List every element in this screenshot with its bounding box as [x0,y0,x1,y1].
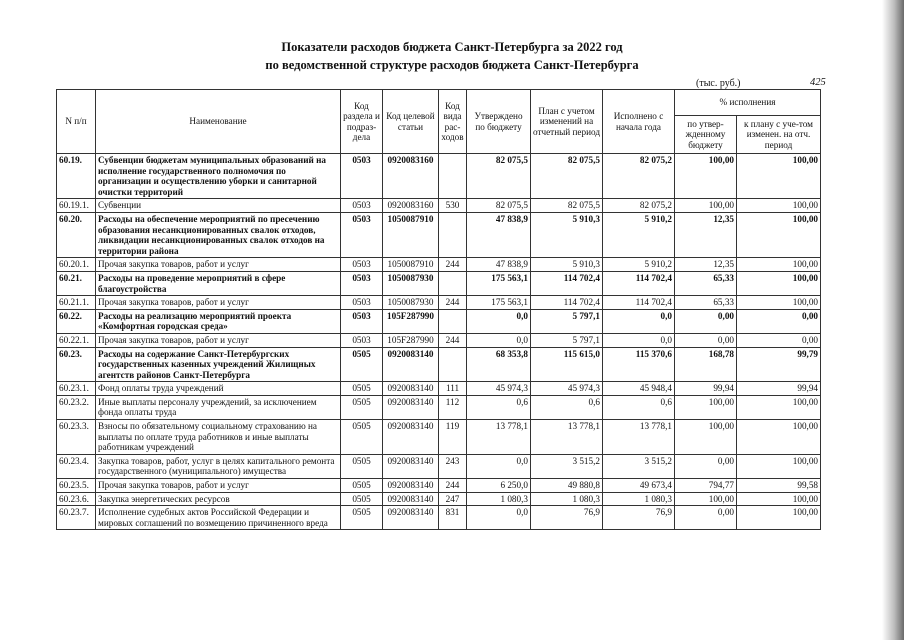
row-plan: 13 778,1 [531,420,603,455]
row-plan: 5 910,3 [531,258,603,272]
table-row [57,333,821,347]
row-article-code: 0920083160 [383,154,439,199]
row-pct-approved: 0,00 [675,309,737,333]
row-article-code: 1050087910 [383,258,439,272]
row-type-code: 244 [439,296,467,310]
row-executed: 82 075,2 [603,199,675,213]
row-number: 60.19.1. [57,199,96,213]
row-executed: 3 515,2 [603,454,675,478]
row-executed: 5 910,2 [603,258,675,272]
row-number: 60.22.1. [57,333,96,347]
row-pct-approved: 65,33 [675,296,737,310]
table-row [57,382,821,396]
row-plan: 0,6 [531,395,603,419]
table-row [57,154,821,199]
table-row [57,271,821,295]
row-section-code: 0505 [341,506,383,530]
table-body [57,154,821,530]
row-pct-plan: 100,00 [737,395,821,419]
row-number: 60.20. [57,212,96,257]
row-approved: 6 250,0 [467,479,531,493]
row-section-code: 0503 [341,154,383,199]
row-type-code: 243 [439,454,467,478]
row-approved: 0,0 [467,333,531,347]
row-number: 60.23.3. [57,420,96,455]
row-article-code: 0920083140 [383,479,439,493]
row-number: 60.23.5. [57,479,96,493]
table-row [57,479,821,493]
row-pct-plan: 100,00 [737,420,821,455]
table-row [57,258,821,272]
row-type-code: 119 [439,420,467,455]
table-row [57,347,821,382]
row-executed: 114 702,4 [603,296,675,310]
row-executed: 114 702,4 [603,271,675,295]
row-section-code: 0505 [341,347,383,382]
row-pct-approved: 12,35 [675,258,737,272]
row-name: Расходы на обеспечение мероприятий по пресечению образования несанкционированных свалок отходов, ликвидации несанкционированных свалок отходов на территории района [96,212,341,257]
row-executed: 1 080,3 [603,492,675,506]
row-plan: 45 974,3 [531,382,603,396]
table-row [57,309,821,333]
header-plan: План с учетом изменений на отчетный период [531,90,603,154]
row-article-code: 0920083140 [383,395,439,419]
row-article-code: 105F287990 [383,309,439,333]
report-title-line-1: Показатели расходов бюджета Санкт-Петербурга за 2022 год [281,40,623,54]
row-section-code: 0503 [341,271,383,295]
row-plan: 1 080,3 [531,492,603,506]
row-pct-approved: 0,00 [675,506,737,530]
row-executed: 13 778,1 [603,420,675,455]
row-plan: 115 615,0 [531,347,603,382]
row-executed: 76,9 [603,506,675,530]
row-article-code: 1050087910 [383,212,439,257]
row-name: Прочая закупка товаров, работ и услуг [96,258,341,272]
header-pct-plan: к плану с уче-том изменен. на отч. период [737,116,821,154]
row-executed: 49 673,4 [603,479,675,493]
row-number: 60.21. [57,271,96,295]
row-pct-plan: 99,79 [737,347,821,382]
row-pct-plan: 100,00 [737,154,821,199]
row-number: 60.21.1. [57,296,96,310]
row-name: Расходы на содержание Санкт-Петербургских государственных казенных учреждений Жилищных агентств районов Санкт-Петербурга [96,347,341,382]
row-pct-approved: 0,00 [675,333,737,347]
row-name: Субвенции бюджетам муниципальных образований на исполнение государственного полномочия по организации и осуществлению уборки и санитарной очистки территорий [96,154,341,199]
row-section-code: 0503 [341,212,383,257]
row-plan: 114 702,4 [531,296,603,310]
row-type-code: 112 [439,395,467,419]
row-type-code: 244 [439,479,467,493]
row-executed: 0,6 [603,395,675,419]
table-row [57,395,821,419]
row-pct-plan: 100,00 [737,258,821,272]
row-type-code [439,271,467,295]
row-plan: 76,9 [531,506,603,530]
row-section-code: 0505 [341,492,383,506]
row-executed: 5 910,2 [603,212,675,257]
row-article-code: 0920083140 [383,506,439,530]
row-type-code [439,154,467,199]
row-plan: 49 880,8 [531,479,603,493]
row-article-code: 0920083140 [383,454,439,478]
row-name: Закупка товаров, работ, услуг в целях капитального ремонта государственного (муниципального) имущества [96,454,341,478]
row-pct-approved: 0,00 [675,454,737,478]
row-approved: 175 563,1 [467,296,531,310]
row-pct-approved: 100,00 [675,420,737,455]
row-pct-approved: 99,94 [675,382,737,396]
row-name: Прочая закупка товаров, работ и услуг [96,296,341,310]
row-number: 60.23.1. [57,382,96,396]
row-name: Исполнение судебных актов Российской Федерации и мировых соглашений по возмещению причиненного вреда [96,506,341,530]
row-pct-plan: 99,58 [737,479,821,493]
row-number: 60.20.1. [57,258,96,272]
row-type-code: 244 [439,258,467,272]
page-number: 425 [810,77,826,88]
header-num: N п/п [57,90,96,154]
row-approved: 82 075,5 [467,154,531,199]
row-plan: 82 075,5 [531,199,603,213]
row-approved: 47 838,9 [467,212,531,257]
units-label: (тыс. руб.) [696,78,741,89]
row-section-code: 0503 [341,333,383,347]
row-name: Прочая закупка товаров, работ и услуг [96,479,341,493]
row-pct-plan: 100,00 [737,492,821,506]
row-pct-plan: 100,00 [737,271,821,295]
row-type-code: 244 [439,333,467,347]
row-number: 60.23. [57,347,96,382]
row-number: 60.23.4. [57,454,96,478]
header-name: Наименование [96,90,341,154]
row-name: Субвенции [96,199,341,213]
row-pct-approved: 100,00 [675,492,737,506]
row-approved: 47 838,9 [467,258,531,272]
row-type-code: 530 [439,199,467,213]
row-name: Фонд оплаты труда учреждений [96,382,341,396]
header-article: Код целевой статьи [383,90,439,154]
row-article-code: 0920083160 [383,199,439,213]
row-pct-plan: 0,00 [737,309,821,333]
row-approved: 45 974,3 [467,382,531,396]
row-section-code: 0503 [341,296,383,310]
row-pct-plan: 0,00 [737,333,821,347]
row-section-code: 0505 [341,382,383,396]
row-pct-plan: 100,00 [737,212,821,257]
row-pct-approved: 794,77 [675,479,737,493]
row-type-code [439,212,467,257]
row-pct-plan: 100,00 [737,296,821,310]
row-plan: 5 797,1 [531,309,603,333]
row-number: 60.23.2. [57,395,96,419]
row-approved: 0,0 [467,506,531,530]
header-approved: Утверждено по бюджету [467,90,531,154]
row-approved: 0,0 [467,309,531,333]
row-article-code: 0920083140 [383,492,439,506]
report-title-line-2: по ведомственной структуре расходов бюджета Санкт-Петербурга [265,58,639,72]
row-type-code: 247 [439,492,467,506]
table-row [57,420,821,455]
row-executed: 45 948,4 [603,382,675,396]
row-article-code: 0920083140 [383,347,439,382]
row-name: Расходы на проведение мероприятий в сфере благоустройства [96,271,341,295]
row-plan: 82 075,5 [531,154,603,199]
row-approved: 82 075,5 [467,199,531,213]
row-name: Взносы по обязательному социальному страхованию на выплаты по оплате труда работников и иные выплаты работникам учреждений [96,420,341,455]
row-pct-approved: 100,00 [675,395,737,419]
row-executed: 82 075,2 [603,154,675,199]
row-pct-approved: 100,00 [675,199,737,213]
row-pct-plan: 100,00 [737,454,821,478]
row-section-code: 0503 [341,258,383,272]
row-section-code: 0505 [341,454,383,478]
row-plan: 5 910,3 [531,212,603,257]
row-name: Иные выплаты персоналу учреждений, за исключением фонда оплаты труда [96,395,341,419]
table-row [57,454,821,478]
row-type-code: 111 [439,382,467,396]
header-percent-group: % исполнения [675,90,821,116]
row-executed: 0,0 [603,333,675,347]
row-approved: 68 353,8 [467,347,531,382]
row-section-code: 0503 [341,309,383,333]
row-article-code: 0920083140 [383,420,439,455]
row-approved: 13 778,1 [467,420,531,455]
row-number: 60.23.7. [57,506,96,530]
row-approved: 0,6 [467,395,531,419]
table-row [57,492,821,506]
row-name: Закупка энергетических ресурсов [96,492,341,506]
row-pct-approved: 100,00 [675,154,737,199]
row-approved: 1 080,3 [467,492,531,506]
row-approved: 0,0 [467,454,531,478]
row-pct-approved: 168,78 [675,347,737,382]
scan-edge-shadow [882,0,904,640]
table-row [57,212,821,257]
row-section-code: 0505 [341,395,383,419]
header-pct-approved: по утвер-жденному бюджету [675,116,737,154]
row-pct-approved: 65,33 [675,271,737,295]
row-type-code [439,309,467,333]
row-type-code: 831 [439,506,467,530]
header-type: Код вида рас-ходов [439,90,467,154]
row-pct-plan: 100,00 [737,199,821,213]
row-section-code: 0505 [341,420,383,455]
row-plan: 5 797,1 [531,333,603,347]
row-approved: 175 563,1 [467,271,531,295]
table-row [57,506,821,530]
row-number: 60.22. [57,309,96,333]
row-name: Прочая закупка товаров, работ и услуг [96,333,341,347]
row-pct-approved: 12,35 [675,212,737,257]
row-article-code: 1050087930 [383,271,439,295]
table-row [57,199,821,213]
header-executed: Исполнено с начала года [603,90,675,154]
row-plan: 114 702,4 [531,271,603,295]
row-section-code: 0503 [341,199,383,213]
row-pct-plan: 100,00 [737,506,821,530]
table-row [57,296,821,310]
expenditure-table [56,89,821,530]
row-pct-plan: 99,94 [737,382,821,396]
row-article-code: 105F287990 [383,333,439,347]
row-article-code: 1050087930 [383,296,439,310]
row-name: Расходы на реализацию мероприятий проекта «Комфортная городская среда» [96,309,341,333]
header-section: Код раздела и подраз-дела [341,90,383,154]
row-article-code: 0920083140 [383,382,439,396]
row-number: 60.19. [57,154,96,199]
row-executed: 115 370,6 [603,347,675,382]
row-plan: 3 515,2 [531,454,603,478]
row-executed: 0,0 [603,309,675,333]
row-section-code: 0505 [341,479,383,493]
row-number: 60.23.6. [57,492,96,506]
row-type-code [439,347,467,382]
